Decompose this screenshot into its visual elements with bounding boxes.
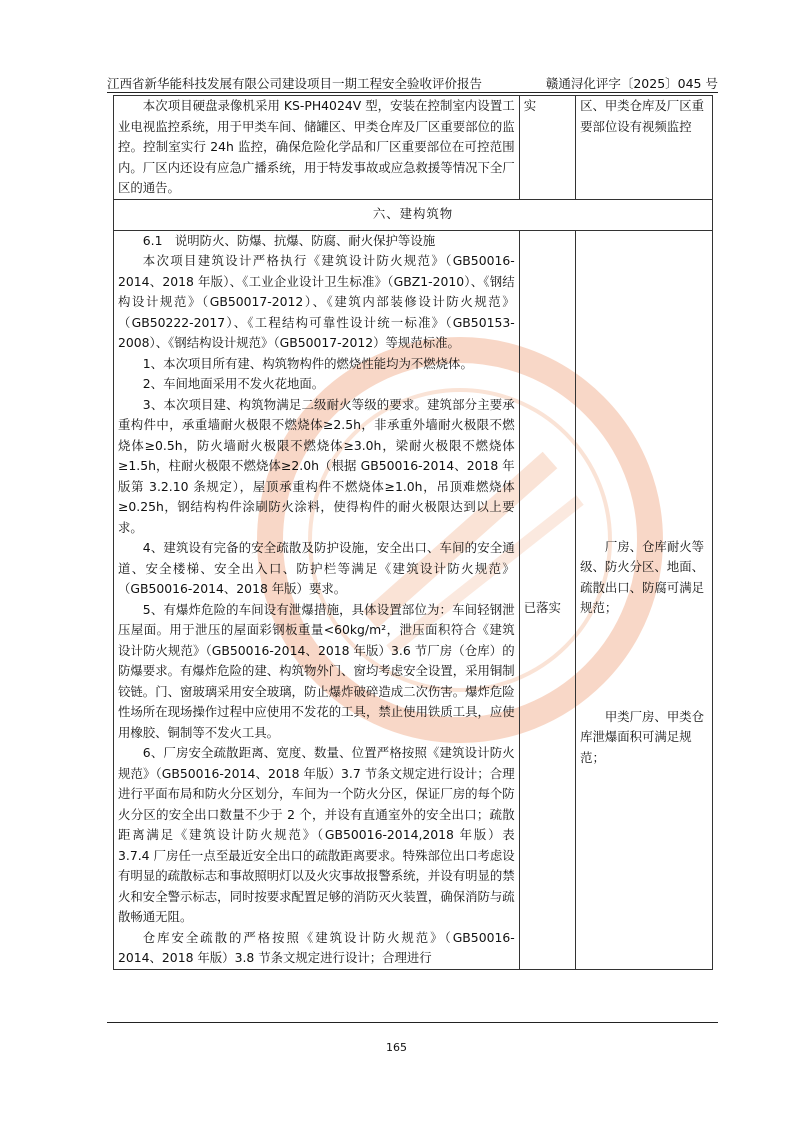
section-row — [114, 199, 713, 230]
standards-paragraph: 本次项目建筑设计严格执行《建筑设计防火规范》（GB50016-2014、2018 年版）、《工业企业设计卫生标准》（GBZ1-2010）、《钢结构设计规范》（GB50017-2012）、《建筑内部装修设计防火规范》（GB50222-2017）、《工程结构可靠性设计统一标准》（GB50153-2008）、《钢结构设计规范》（GB50017-2012）等规范标准。 — [118, 253, 515, 350]
monitoring-paragraph: 本次项目硬盘录像机采用 KS-PH4024V 型，安装在控制室内设置工业电视监控系统，用于甲类车间、储罐区、甲类仓库及厂区重要部位的监控。控制室实行 24h 监控，确保危险化学品和厂区重要部位在可控范围内。厂区内还设有应急广播系统，用于特发事故或应急救援等情况下全厂区的通告。 — [118, 98, 515, 195]
conclusion-cell — [576, 96, 713, 200]
cell-spacer — [580, 231, 708, 537]
header-report-number: 赣通浔化评字〔2025〕045 号 — [545, 76, 718, 91]
section-title: 六、建构筑物 — [114, 199, 713, 230]
status-cell — [519, 96, 575, 200]
status-text: 已落实 — [523, 599, 561, 615]
row-content-cell — [114, 230, 520, 969]
item-5: 5、有爆炸危险的车间设有泄爆措施，具体设置部位为：车间轻钢泄压屋面。用于泄压的屋面彩钢板重量<60kg/m²，泄压面积符合《建筑设计防火规范》（GB50016-2014、2018 年版）3.6 节厂房（仓库）的防爆要求。有爆炸危险的建、构筑物外门、窗均考虑安全设置，采用铜制铰链。门、窗玻璃采用安全玻璃，防止爆炸破碎造成二次伤害。爆炸危险性场所在现场操作过程中应使用不发花的工具，禁止使用铁质工具，应使用橡胶、铜制等不发火工具。 — [118, 601, 515, 740]
status-text: 实 — [523, 98, 537, 113]
header-rule — [107, 92, 718, 93]
row-content-cell — [114, 96, 520, 200]
conclusion-cell — [576, 230, 713, 969]
cell-spacer — [580, 619, 708, 707]
conclusion-fire-rating: 厂房、仓库耐火等级、防火分区、地面、疏散出口、防腐可满足规范； — [580, 538, 704, 615]
item-4: 4、建筑设有完备的安全疏散及防护设施，安全出口、车间的安全通道、安全楼梯、安全出入口、防护栏等满足《建筑设计防火规范》（GB50016-2014、2018 年版）要求。 — [118, 540, 515, 596]
page-header — [107, 72, 718, 92]
warehouse-paragraph: 仓库安全疏散的严格按照《建筑设计防火规范》（GB50016-2014、2018 年版）3.8 节条文规定进行设计；合理进行 — [118, 929, 515, 965]
status-cell — [519, 230, 575, 969]
item-1: 1、本次项目所有建、构筑物构件的燃烧性能均为不燃烧体。 — [142, 355, 473, 371]
table-row — [114, 230, 713, 969]
page-number: 165 — [386, 1041, 407, 1054]
header-report-title: 江西省新华能科技发展有限公司建设项目一期工程安全验收评价报告 — [107, 76, 483, 91]
conclusion-text: 区、甲类仓库及厂区重要部位设有视频监控 — [580, 98, 704, 134]
table-row — [114, 96, 713, 200]
conclusion-explosion-venting: 甲类厂房、甲类仓库泄爆面积可满足规范； — [580, 708, 704, 765]
item-6: 6、厂房安全疏散距离、宽度、数量、位置严格按照《建筑设计防火规范》（GB50016-2014、2018 年版）3.7 节条文规定进行设计；合理进行平面布局和防火分区划分，车间为一个防火分区，保证厂房的每个防火分区的安全出口数量不少于 2 个，并设有直通室外的安全出口；疏散距离满足《建筑设计防火规范》（GB50016-2014,2018 年版）表 3.7.4 厂房任一点至最近安全出口的疏散距离要求。特殊部位出口考虑设有明显的疏散标志和事故照明灯以及火灾事故报警系统，并设有明显的禁火和安全警示标志，同时按要求配置足够的消防灭火装置，确保消防与疏散畅通无阻。 — [118, 745, 515, 924]
item-2: 2、车间地面采用不发火花地面。 — [142, 376, 325, 391]
item-3: 3、本次项目建、构筑物满足二级耐火等级的要求。建筑部分主要承重构件中，承重墙耐火极限不燃烧体≥2.5h，非承重外墙耐火极限不燃烧体≥0.5h，防火墙耐火极限不燃烧体≥3.0h，梁耐火极限不燃烧体≥1.5h，柱耐火极限不燃烧体≥2.0h（根据 GB50016-2014、2018 年版第 3.2.10 条规定），屋顶承重构件不燃烧体≥1.0h，吊顶难燃烧体≥0.25h，钢结构构件涂刷防火涂料，使得构件的耐火极限达到以上要求。 — [118, 396, 515, 535]
footer-rule — [107, 1022, 718, 1023]
evaluation-table — [113, 95, 713, 970]
subsection-heading: 6.1 说明防火、防爆、抗爆、防腐、耐火保护等设施 — [142, 232, 436, 248]
